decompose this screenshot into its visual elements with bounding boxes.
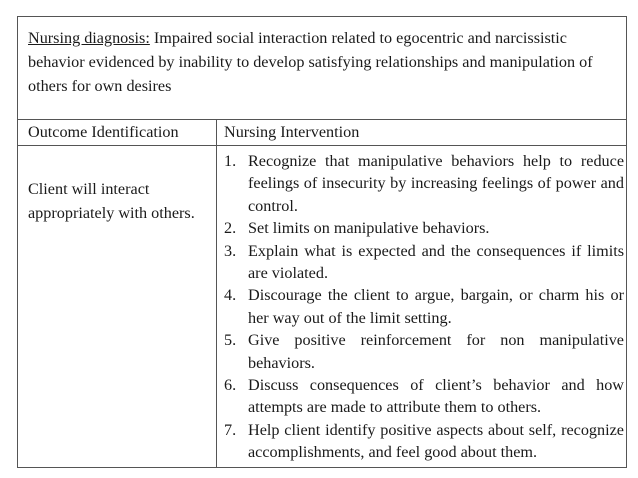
header-intervention: Nursing Intervention bbox=[224, 123, 360, 141]
item-number: 4. bbox=[224, 286, 237, 305]
item-number: 7. bbox=[224, 420, 237, 439]
list-item bbox=[224, 329, 624, 374]
item-number: 2. bbox=[224, 219, 237, 238]
header-outcome: Outcome Identification bbox=[28, 123, 179, 141]
item-text: Explain what is expected and the consequences if limits are violated. bbox=[248, 241, 624, 283]
item-number: 3. bbox=[224, 241, 237, 260]
intervention-list bbox=[224, 150, 624, 464]
list-item bbox=[224, 284, 624, 329]
item-text: Discourage the client to argue, bargain, or charm his or her way out of the limit setting. bbox=[248, 286, 624, 327]
list-item bbox=[224, 374, 624, 419]
list-item bbox=[224, 240, 624, 285]
diagnosis-text: Impaired social interaction related to egocentric and narcissistic behavior evidenced by inability to develop satisfying relationships and manipulation of others for own desires bbox=[28, 29, 593, 95]
list-item bbox=[224, 419, 624, 464]
list-item bbox=[224, 217, 624, 239]
item-number: 6. bbox=[224, 376, 237, 395]
item-text: Give positive reinforcement for non manipulative behaviors. bbox=[248, 331, 624, 372]
list-item bbox=[224, 150, 624, 217]
diagnosis-label: Nursing diagnosis: bbox=[28, 29, 150, 47]
item-text: Recognize that manipulative behaviors help to reduce feelings of insecurity by increasing feelings of power and control. bbox=[248, 152, 624, 215]
care-plan-table bbox=[17, 16, 627, 468]
item-number: 1. bbox=[224, 152, 237, 170]
item-text: Help client identify positive aspects about self, recognize accomplishments, and feel good about them. bbox=[248, 420, 624, 462]
column-divider bbox=[216, 120, 217, 467]
item-number: 5. bbox=[224, 331, 237, 350]
item-text: Set limits on manipulative behaviors. bbox=[248, 219, 490, 238]
diagnosis-cell bbox=[18, 17, 626, 120]
outcome-cell: Client will interact appropriately with others. bbox=[28, 180, 195, 222]
table-header-row bbox=[18, 120, 626, 146]
item-text: Discuss consequences of client’s behavior and how attempts are made to attribute them to others. bbox=[248, 376, 624, 417]
